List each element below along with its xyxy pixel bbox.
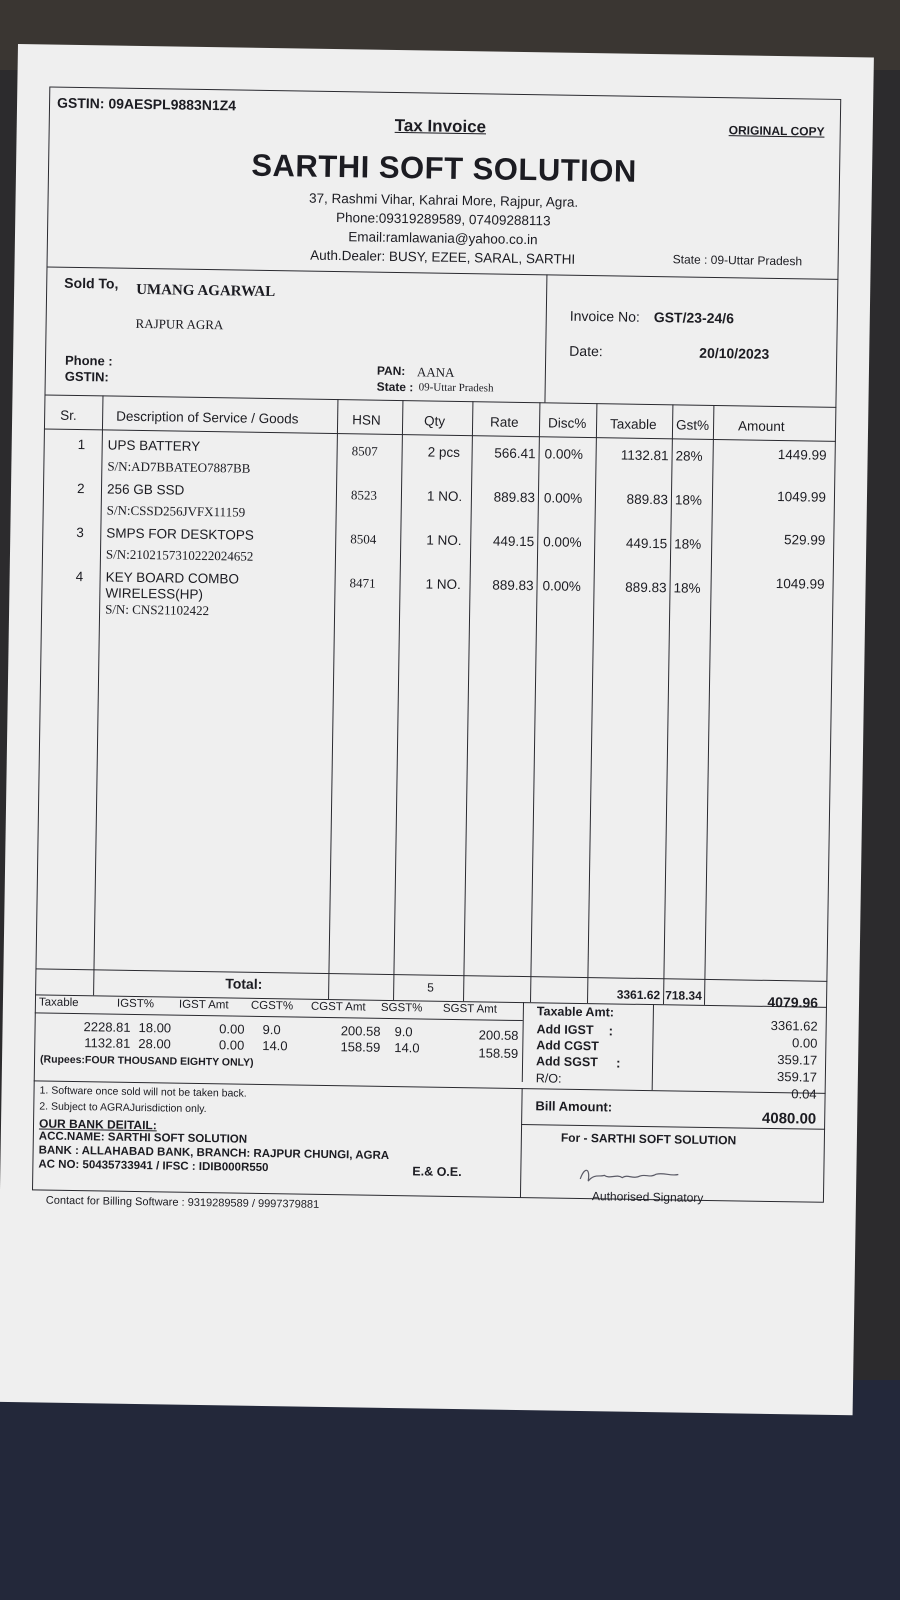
date-label: Date:	[569, 342, 603, 360]
tax-header-sgst-pct: SGST%	[380, 1001, 423, 1015]
item-taxable: 449.15	[625, 535, 668, 552]
bank-acc-no: AC NO: 50435733941 / IFSC : IDIB000R550	[38, 1158, 269, 1175]
company-name: SARTHI SOFT SOLUTION	[251, 147, 638, 189]
item-qty: 1 NO.	[426, 488, 463, 505]
tax-cgst-pct: 9.0	[262, 1021, 281, 1038]
item-sr: 3	[76, 524, 84, 541]
add-igst-label: Add IGST	[536, 1022, 594, 1038]
term-1: 1. Software once sold will not be taken back.	[39, 1084, 247, 1100]
item-serial: S/N:CSSD256JVFX11159	[106, 502, 246, 520]
item-sr: 2	[76, 480, 85, 497]
item-serial: S/N:2102157310222024652	[105, 546, 254, 564]
taxable-amt-label: Taxable Amt:	[536, 1004, 615, 1020]
eoe-label: E.& O.E.	[412, 1164, 462, 1180]
invoice-paper	[0, 44, 874, 1415]
item-description: 256 GB SSD	[106, 481, 185, 498]
add-cgst-value: 359.17	[777, 1052, 818, 1068]
tax-taxable: 1132.81	[84, 1035, 131, 1051]
tax-header-igst-pct: IGST%	[116, 997, 155, 1011]
header-rate: Rate	[490, 414, 519, 430]
tax-cgst-amt: 158.59	[340, 1039, 381, 1055]
tax-header-cgst-amt: CGST Amt	[310, 1000, 366, 1014]
total-gst: 718.34	[665, 988, 702, 1003]
bank-acc-name: ACC.NAME: SARTHI SOFT SOLUTION	[38, 1130, 248, 1146]
header-hsn: HSN	[352, 412, 381, 428]
item-rate: 566.41	[494, 445, 536, 462]
item-amount: 1049.99	[777, 488, 827, 505]
buyer-state-value: 09-Uttar Pradesh	[418, 381, 494, 395]
signature-image	[560, 1163, 710, 1189]
bank-details: BANK : ALLAHABAD BANK, BRANCH: RAJPUR CHUNGI, AGRA	[38, 1144, 390, 1162]
tax-sgst-amt: 158.59	[478, 1045, 519, 1061]
item-sr: 1	[77, 436, 86, 453]
item-description-line2: WIRELESS(HP)	[105, 585, 204, 602]
item-hsn: 8504	[350, 531, 377, 547]
add-sgst-label: Add SGST	[535, 1054, 599, 1070]
ro-label: R/O:	[535, 1071, 562, 1086]
buyer-state-label: State :	[376, 379, 414, 395]
seller-state: State : 09-Uttar Pradesh	[672, 252, 803, 269]
bank-title: OUR BANK DEITAIL:	[38, 1116, 157, 1133]
header-amount: Amount	[737, 418, 785, 435]
taxable-amt-value: 3361.62	[770, 1017, 818, 1034]
tax-cgst-pct: 14.0	[262, 1037, 288, 1054]
invoice-no-value: GST/23-24/6	[653, 309, 735, 327]
date-value: 20/10/2023	[699, 344, 770, 362]
add-cgst-label: Add CGST	[536, 1038, 599, 1054]
doc-title: Tax Invoice	[394, 115, 487, 137]
add-sgst-value: 359.17	[776, 1069, 817, 1085]
item-amount: 1449.99	[777, 446, 827, 463]
item-taxable: 889.83	[625, 579, 667, 596]
item-taxable: 1132.81	[620, 447, 669, 464]
company-dealer: Auth.Dealer: BUSY, EZEE, SARAL, SARTHI	[310, 247, 576, 267]
header-taxable: Taxable	[609, 416, 657, 433]
item-description: UPS BATTERY	[107, 437, 201, 454]
tax-taxable: 2228.81	[83, 1019, 131, 1035]
tax-cgst-amt: 200.58	[340, 1023, 381, 1039]
bill-amount-value: 4080.00	[761, 1109, 817, 1128]
amount-in-words: (Rupees:FOUR THOUSAND EIGHTY ONLY)	[39, 1053, 254, 1069]
company-email: Email:ramlawania@yahoo.co.in	[348, 229, 538, 248]
colon-separator: :	[608, 1023, 614, 1039]
ro-value: 0.04	[791, 1086, 817, 1102]
add-igst-value: 0.00	[791, 1035, 818, 1051]
term-2: 2. Subject to AGRAJurisdiction only.	[39, 1100, 207, 1116]
total-amount: 4079.96	[767, 993, 819, 1011]
item-gst: 28%	[675, 448, 703, 464]
tax-sgst-amt: 200.58	[478, 1027, 519, 1043]
total-qty: 5	[427, 980, 435, 995]
tax-igst-amt: 0.00	[218, 1037, 245, 1053]
item-hsn: 8523	[350, 487, 378, 503]
header-qty: Qty	[424, 413, 446, 429]
item-amount: 1049.99	[775, 575, 825, 592]
seller-gstin: GSTIN: 09AESPL9883N1Z4	[56, 94, 237, 114]
item-gst: 18%	[674, 492, 703, 508]
tax-sgst-pct: 14.0	[394, 1040, 420, 1056]
item-disc: 0.00%	[542, 578, 581, 594]
tax-header-sgst-amt: SGST Amt	[442, 1002, 498, 1016]
item-description: KEY BOARD COMBO	[105, 569, 240, 587]
tax-igst-pct: 18.00	[138, 1020, 172, 1036]
company-address: 37, Rashmi Vihar, Kahrai More, Rajpur, Agra.	[308, 190, 579, 210]
item-rate: 889.83	[492, 577, 534, 594]
total-taxable: 3361.62	[616, 987, 661, 1003]
buyer-name: UMANG AGARWAL	[136, 281, 276, 301]
item-sr: 4	[75, 568, 84, 585]
tax-header-taxable: Taxable	[38, 996, 79, 1010]
billing-contact: Contact for Billing Software : 9319289589 / 9997379881	[45, 1194, 320, 1211]
item-description: SMPS FOR DESKTOPS	[106, 525, 254, 543]
phone-label: Phone :	[64, 352, 113, 369]
tax-igst-amt: 0.00	[219, 1021, 245, 1037]
item-serial: S/N: CNS21102422	[105, 601, 210, 619]
header-description: Description of Service / Goods	[116, 408, 299, 427]
header-gst: Gst%	[675, 417, 710, 433]
item-gst: 18%	[673, 580, 701, 596]
item-gst: 18%	[674, 536, 702, 552]
company-phone: Phone:09319289589, 07409288113	[335, 210, 551, 229]
bill-amount-label: Bill Amount:	[535, 1098, 613, 1115]
tax-sgst-pct: 9.0	[394, 1024, 413, 1040]
item-disc: 0.00%	[543, 490, 583, 506]
buyer-city: RAJPUR AGRA	[135, 315, 224, 333]
header-sr: Sr.	[60, 407, 77, 423]
header-disc: Disc%	[547, 415, 587, 431]
item-disc: 0.00%	[544, 446, 584, 462]
item-taxable: 889.83	[626, 491, 669, 508]
item-qty: 1 NO.	[426, 532, 462, 549]
tax-igst-pct: 28.00	[138, 1036, 171, 1052]
item-disc: 0.00%	[543, 534, 582, 550]
sold-to-label: Sold To,	[64, 274, 119, 292]
item-rate: 889.83	[493, 489, 536, 506]
item-rate: 449.15	[492, 533, 535, 550]
buyer-gstin-label: GSTIN:	[64, 368, 109, 385]
item-qty: 2 pcs	[427, 444, 461, 460]
item-serial: S/N:AD7BBATEO7887BB	[107, 458, 251, 476]
pan-label: PAN:	[376, 363, 406, 379]
tax-header-igst-amt: IGST Amt	[178, 998, 229, 1012]
copy-label: ORIGINAL COPY	[728, 123, 825, 139]
authorised-signatory: Authorised Signatory	[591, 1189, 704, 1205]
colon-separator: :	[615, 1055, 621, 1071]
invoice-no-label: Invoice No:	[569, 307, 640, 325]
tax-header-cgst-pct: CGST%	[250, 999, 294, 1013]
item-hsn: 8471	[349, 575, 376, 591]
for-company: For - SARTHI SOFT SOLUTION	[560, 1130, 737, 1148]
pan-value: AANA	[416, 364, 455, 380]
item-hsn: 8507	[351, 443, 378, 459]
item-amount: 529.99	[783, 532, 826, 548]
item-qty: 1 NO.	[425, 576, 461, 593]
total-label: Total:	[225, 975, 263, 992]
